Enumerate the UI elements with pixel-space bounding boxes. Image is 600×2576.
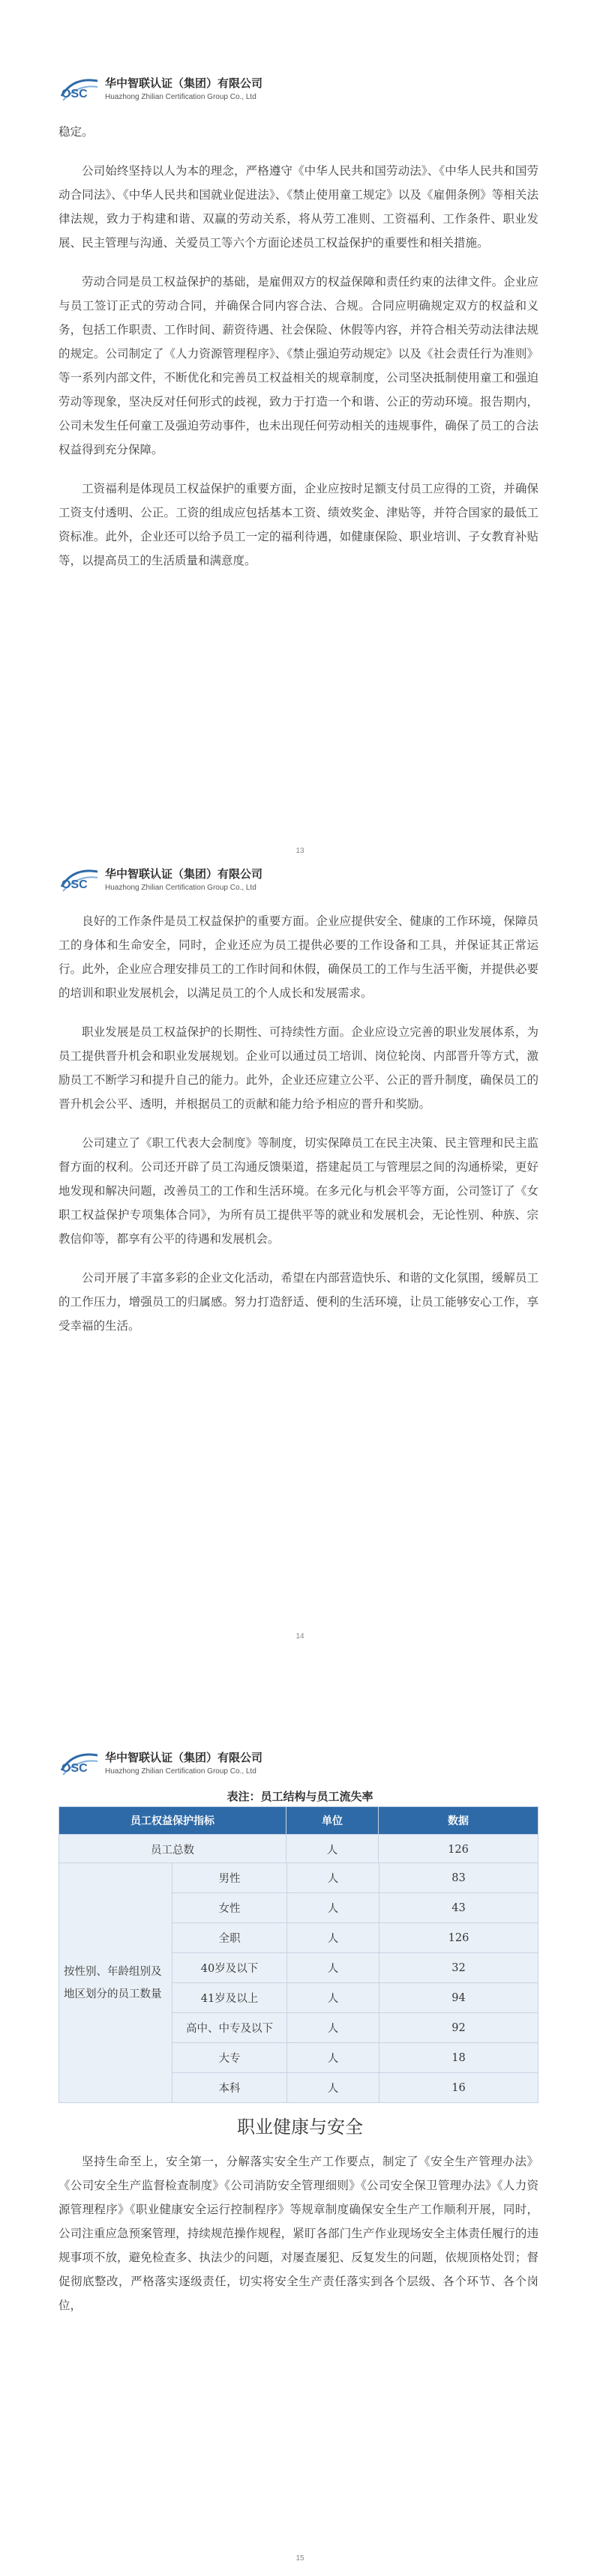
row-label: 男性 xyxy=(172,1863,287,1893)
company-name-cn: 华中智联认证（集团）有限公司 xyxy=(105,76,263,90)
table-row xyxy=(59,1863,538,1893)
row-unit: 人 xyxy=(286,1835,379,1865)
column-header-value: 数据 xyxy=(379,1807,538,1835)
row-label: 40岁及以下 xyxy=(172,1953,287,1983)
company-name-cn: 华中智联认证（集团）有限公司 xyxy=(105,867,263,881)
page-header xyxy=(58,858,538,911)
group-label: 按性别、年龄组别及地区划分的员工数量 xyxy=(59,1863,172,2103)
page-14 xyxy=(0,858,600,1716)
row-value: 94 xyxy=(380,1983,538,2013)
row-unit: 人 xyxy=(287,1923,380,1953)
row-label: 女性 xyxy=(172,1893,287,1923)
page-14-body xyxy=(58,909,538,1353)
row-value: 83 xyxy=(380,1863,538,1893)
row-label: 高中、中专及以下 xyxy=(172,2013,287,2043)
row-unit: 人 xyxy=(287,1863,380,1893)
paragraph: 公司建立了《职工代表大会制度》等制度，切实保障员工在民主决策、民主管理和民主监督方面的权利。公司还开辟了员工沟通反馈渠道，搭建起员工与管理层之间的沟通桥梁，更好地发现和解决问题，改善员工的工作和生活环境。在多元化与机会平等方面，公司签订了《女职工权益保护专项集体合同》，为所有员工提供平等的就业和发展机会，无论性别、种族、宗教信仰等，都享有公平的待遇和发展机会。 xyxy=(58,1136,538,1246)
row-value: 16 xyxy=(380,2073,538,2103)
svg-text:OSC: OSC xyxy=(62,88,88,100)
row-label: 大专 xyxy=(172,2043,287,2073)
row-unit: 人 xyxy=(287,1953,380,1983)
page-header xyxy=(58,67,538,120)
page-number: 14 xyxy=(296,1632,304,1641)
row-unit: 人 xyxy=(287,2073,380,2103)
paragraph: 劳动合同是员工权益保护的基础，是雇佣双方的权益保障和责任约束的法律文件。企业应与员工签订正式的劳动合同，并确保合同内容合法、合规。合同应明确规定双方的权益和义务，包括工作职责、工作时间、薪资待遇、社会保险、休假等内容，并符合相关劳动法律法规的规定。公司制定了《人力资源管理程序》、《禁止强迫劳动规定》以及《社会责任行为准则》等一系列内部文件，不断优化和完善员工权益相关的规章制度，公司坚决抵制使用童工和强迫劳动等现象，坚决反对任何形式的歧视，致力于打造一个和谐、公正的劳动环境。报告期内，公司未发生任何童工及强迫劳动事件，也未出现任何劳动相关的违规事件，确保了员工的合法权益得到充分保障。 xyxy=(58,275,538,456)
company-logo xyxy=(58,73,100,108)
company-name-cn: 华中智联认证（集团）有限公司 xyxy=(105,1751,263,1764)
company-logo xyxy=(58,1748,100,1782)
paragraph: 公司始终坚持以人为本的理念，严格遵守《中华人民共和国劳动法》、《中华人民共和国劳动合同法》、《中华人民共和国就业促进法》、《禁止使用童工规定》以及《雇佣条例》等相关法律法规，致力于构建和谐、双赢的劳动关系，将从劳工准则、工资福利、工作条件、职业发展、民主管理与沟通、关爱员工等六个方面论述员工权益保护的重要性和相关措施。 xyxy=(58,164,538,250)
row-label: 全职 xyxy=(172,1923,287,1953)
logo-icon xyxy=(58,864,100,899)
section-heading: 职业健康与安全 xyxy=(237,2117,363,2138)
logo-icon xyxy=(58,73,100,108)
row-label: 41岁及以上 xyxy=(172,1983,287,2013)
row-value: 43 xyxy=(380,1893,538,1923)
page-15-body xyxy=(58,2150,538,2332)
page-header xyxy=(58,1742,538,1794)
table-title: 表注：员工结构与员工流失率 xyxy=(226,1790,374,1803)
paragraph: 工资福利是体现员工权益保护的重要方面，企业应按时足额支付员工应得的工资，并确保工资支付透明、公正。工资的组成应包括基本工资、绩效奖金、津贴等，并符合国家的最低工资标准。此外，企业还可以给予员工一定的福利待遇，如健康保险、职业培训、子女教育补贴等，以提高员工的生活质量和满意度。 xyxy=(58,482,538,567)
page-13-body xyxy=(58,120,538,588)
row-value: 126 xyxy=(380,1923,538,1953)
page-15 xyxy=(0,1716,600,2576)
paragraph: 坚持生命至上，安全第一，分解落实安全生产工作要点，制定了《安全生产管理办法》《公司安全生产监督检查制度》《公司消防安全管理细则》《公司安全保卫管理办法》《人力资源管理程序》《职业健康安全运行控制程序》等规章制度确保安全生产工作顺利开展，同时，公司注重应急预案管理，持续规范操作规程，紧盯各部门生产作业现场安全主体责任履行的违规事项不放，避免检查多、执法少的问题，对屡查屡犯、反复发生的问题，依规顶格处罚；督促彻底整改，严格落实逐级责任，切实将安全生产责任落实到各个层级、各个环节、各个岗位， xyxy=(58,2155,538,2312)
company-logo xyxy=(58,864,100,899)
svg-text:OSC: OSC xyxy=(62,878,88,891)
svg-text:OSC: OSC xyxy=(62,1762,88,1775)
table-header-row xyxy=(59,1807,538,1835)
employee-breakdown-table xyxy=(58,1862,538,2103)
page-13 xyxy=(0,0,600,858)
paragraph: 稳定。 xyxy=(58,125,94,139)
row-unit: 人 xyxy=(287,1983,380,2013)
logo-icon xyxy=(58,1748,100,1782)
company-name-en: Huazhong Zhilian Certification Group Co., Ltd xyxy=(105,93,256,101)
column-header-unit: 单位 xyxy=(286,1807,379,1835)
row-value: 126 xyxy=(379,1835,538,1865)
row-unit: 人 xyxy=(287,2043,380,2073)
row-unit: 人 xyxy=(287,1893,380,1923)
row-unit: 人 xyxy=(287,2013,380,2043)
company-name-en: Huazhong Zhilian Certification Group Co., Ltd xyxy=(105,884,256,892)
row-value: 18 xyxy=(380,2043,538,2073)
column-header-indicator: 员工权益保护指标 xyxy=(59,1807,286,1835)
table-row xyxy=(59,1835,538,1865)
row-label: 员工总数 xyxy=(59,1835,286,1865)
employee-structure-table xyxy=(58,1806,538,1865)
page-number: 13 xyxy=(296,847,304,855)
row-value: 92 xyxy=(380,2013,538,2043)
page-number: 15 xyxy=(296,2554,304,2563)
row-label: 本科 xyxy=(172,2073,287,2103)
row-value: 32 xyxy=(380,1953,538,1983)
paragraph: 职业发展是员工权益保护的长期性、可持续性方面。企业应设立完善的职业发展体系，为员工提供晋升机会和职业发展规划。企业可以通过员工培训、岗位轮岗、内部晋升等方式，激励员工不断学习和提升自己的能力。此外，企业还应建立公平、公正的晋升制度，确保员工的晋升机会公平、透明，并根据员工的贡献和能力给予相应的晋升和奖励。 xyxy=(58,1025,538,1111)
company-name-en: Huazhong Zhilian Certification Group Co., Ltd xyxy=(105,1767,256,1776)
paragraph: 良好的工作条件是员工权益保护的重要方面。企业应提供安全、健康的工作环境，保障员工的身体和生命安全，同时，企业还应为员工提供必要的工作设备和工具，并保证其正常运行。此外，企业应合理安排员工的工作时间和休假，确保员工的工作与生活平衡，并提供必要的培训和职业发展机会，以满足员工的个人成长和发展需求。 xyxy=(58,914,538,1000)
paragraph: 公司开展了丰富多彩的企业文化活动，希望在内部营造快乐、和谐的文化氛围，缓解员工的工作压力，增强员工的归属感。努力打造舒适、便利的生活环境，让员工能够安心工作，享受幸福的生活。 xyxy=(58,1271,538,1333)
